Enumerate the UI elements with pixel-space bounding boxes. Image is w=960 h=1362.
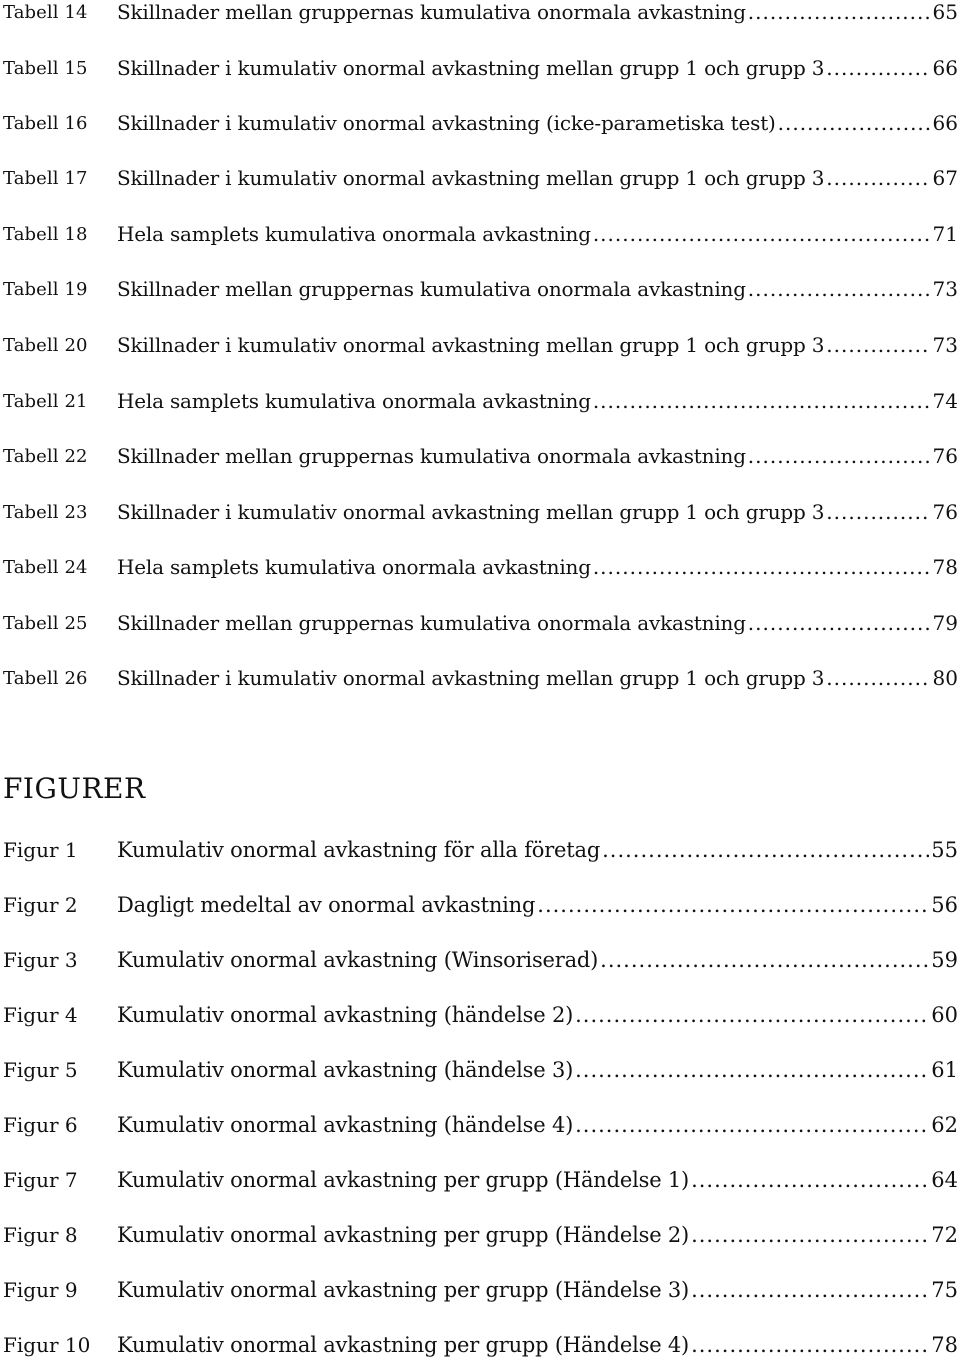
figure-label: Figur 6 — [3, 1113, 78, 1137]
figure-title: Kumulativ onormal avkastning per grupp (Händelse 2) — [117, 1223, 690, 1247]
dot-leader — [691, 1333, 929, 1357]
toc-entry-figur-5[interactable] — [0, 1055, 960, 1085]
table-title: Skillnader i kumulativ onormal avkastning (icke-parametiska test) — [117, 111, 776, 135]
dot-leader — [691, 1168, 929, 1192]
table-title: Hela samplets kumulativa onormala avkastning — [117, 389, 591, 413]
entry-line — [117, 948, 958, 972]
entry-line — [117, 166, 958, 190]
table-title: Skillnader i kumulativ onormal avkastning mellan grupp 1 och grupp 3 — [117, 56, 825, 80]
page-number: 59 — [931, 948, 958, 972]
table-title: Skillnader i kumulativ onormal avkastning mellan grupp 1 och grupp 3 — [117, 666, 825, 690]
page-number: 55 — [931, 838, 958, 862]
toc-entry-figur-7[interactable] — [0, 1165, 960, 1195]
table-label: Tabell 17 — [3, 167, 88, 189]
table-label: Tabell 21 — [3, 390, 88, 412]
dot-leader — [778, 111, 931, 135]
figure-title: Dagligt medeltal av onormal avkastning — [117, 893, 536, 917]
entry-line — [117, 444, 958, 468]
table-label: Tabell 15 — [3, 57, 88, 79]
dot-leader — [593, 222, 931, 246]
table-label: Tabell 20 — [3, 334, 88, 356]
page-number: 73 — [932, 277, 958, 301]
toc-entry-figur-8[interactable] — [0, 1220, 960, 1250]
table-title: Skillnader mellan gruppernas kumulativa onormala avkastning — [117, 0, 746, 24]
page-number: 78 — [931, 1333, 958, 1357]
dot-leader — [826, 500, 930, 524]
entry-line — [117, 111, 958, 135]
figure-title: Kumulativ onormal avkastning per grupp (Händelse 3) — [117, 1278, 690, 1302]
figure-label: Figur 4 — [3, 1003, 78, 1027]
toc-entry-tabell-25[interactable] — [0, 608, 960, 638]
page-number: 72 — [931, 1223, 958, 1247]
entry-line — [117, 222, 958, 246]
figures-heading: FIGURER — [3, 772, 146, 805]
page-number: 67 — [932, 166, 958, 190]
dot-leader — [826, 666, 930, 690]
dot-leader — [593, 389, 931, 413]
figure-label: Figur 8 — [3, 1223, 78, 1247]
figure-label: Figur 9 — [3, 1278, 78, 1302]
entry-line — [117, 333, 958, 357]
table-label: Tabell 19 — [3, 278, 88, 300]
page-number: 78 — [932, 555, 958, 579]
table-label: Tabell 23 — [3, 501, 88, 523]
entry-line — [117, 838, 958, 862]
page-number: 79 — [932, 611, 958, 635]
page-number: 76 — [932, 500, 958, 524]
table-title: Skillnader mellan gruppernas kumulativa onormala avkastning — [117, 277, 746, 301]
page-number: 73 — [932, 333, 958, 357]
dot-leader — [826, 333, 930, 357]
toc-entry-tabell-24[interactable] — [0, 552, 960, 582]
figure-label: Figur 2 — [3, 893, 78, 917]
page-number: 62 — [931, 1113, 958, 1137]
entry-line — [117, 666, 958, 690]
toc-entry-tabell-14[interactable] — [0, 0, 960, 27]
dot-leader — [602, 838, 929, 862]
toc-entry-figur-3[interactable] — [0, 945, 960, 975]
page-number: 76 — [932, 444, 958, 468]
table-title: Skillnader i kumulativ onormal avkastning mellan grupp 1 och grupp 3 — [117, 333, 825, 357]
toc-entry-tabell-18[interactable] — [0, 219, 960, 249]
entry-line — [117, 500, 958, 524]
dot-leader — [748, 444, 931, 468]
dot-leader — [575, 1113, 929, 1137]
table-label: Tabell 14 — [3, 1, 88, 23]
table-label: Tabell 22 — [3, 445, 88, 467]
table-label: Tabell 16 — [3, 112, 88, 134]
table-label: Tabell 25 — [3, 612, 88, 634]
entry-line — [117, 1168, 958, 1192]
page-number: 61 — [931, 1058, 958, 1082]
table-title: Hela samplets kumulativa onormala avkastning — [117, 555, 591, 579]
page-number: 71 — [932, 222, 958, 246]
toc-entry-figur-1[interactable] — [0, 835, 960, 865]
figure-label: Figur 5 — [3, 1058, 78, 1082]
toc-entry-tabell-21[interactable] — [0, 386, 960, 416]
toc-entry-figur-9[interactable] — [0, 1275, 960, 1305]
table-title: Skillnader i kumulativ onormal avkastning mellan grupp 1 och grupp 3 — [117, 166, 825, 190]
figure-title: Kumulativ onormal avkastning per grupp (Händelse 4) — [117, 1333, 690, 1357]
entry-line — [117, 1223, 958, 1247]
table-title: Skillnader i kumulativ onormal avkastning mellan grupp 1 och grupp 3 — [117, 500, 825, 524]
figure-title: Kumulativ onormal avkastning (Winsoriserad) — [117, 948, 599, 972]
page-number: 66 — [932, 111, 958, 135]
dot-leader — [593, 555, 931, 579]
toc-entry-figur-10[interactable] — [0, 1330, 960, 1360]
figure-title: Kumulativ onormal avkastning för alla företag — [117, 838, 601, 862]
page-number: 75 — [931, 1278, 958, 1302]
table-label: Tabell 26 — [3, 667, 88, 689]
toc-entry-tabell-15[interactable] — [0, 53, 960, 83]
table-title: Skillnader mellan gruppernas kumulativa onormala avkastning — [117, 611, 746, 635]
entry-line — [117, 389, 958, 413]
entry-line — [117, 1113, 958, 1137]
dot-leader — [575, 1058, 929, 1082]
toc-entry-tabell-22[interactable] — [0, 441, 960, 471]
figure-label: Figur 7 — [3, 1168, 78, 1192]
dot-leader — [826, 166, 930, 190]
page-number: 66 — [932, 56, 958, 80]
figure-label: Figur 10 — [3, 1333, 91, 1357]
dot-leader — [748, 277, 931, 301]
entry-line — [117, 611, 958, 635]
toc-entry-tabell-19[interactable] — [0, 274, 960, 304]
page-number: 74 — [932, 389, 958, 413]
figure-title: Kumulativ onormal avkastning (händelse 2) — [117, 1003, 574, 1027]
page-number: 64 — [931, 1168, 958, 1192]
dot-leader — [748, 611, 931, 635]
toc-entry-tabell-17[interactable] — [0, 163, 960, 193]
toc-entry-figur-6[interactable] — [0, 1110, 960, 1140]
entry-line — [117, 1333, 958, 1357]
dot-leader — [691, 1278, 929, 1302]
dot-leader — [826, 56, 930, 80]
entry-line — [117, 893, 958, 917]
toc-entry-tabell-26[interactable] — [0, 663, 960, 693]
toc-entry-tabell-20[interactable] — [0, 330, 960, 360]
dot-leader — [600, 948, 929, 972]
toc-entry-figur-4[interactable] — [0, 1000, 960, 1030]
figure-title: Kumulativ onormal avkastning (händelse 3) — [117, 1058, 574, 1082]
dot-leader — [575, 1003, 929, 1027]
entry-line — [117, 0, 958, 24]
figure-label: Figur 3 — [3, 948, 78, 972]
entry-line — [117, 1003, 958, 1027]
toc-entry-figur-2[interactable] — [0, 890, 960, 920]
entry-line — [117, 1278, 958, 1302]
table-title: Skillnader mellan gruppernas kumulativa onormala avkastning — [117, 444, 746, 468]
dot-leader — [537, 893, 929, 917]
dot-leader — [748, 0, 931, 24]
table-label: Tabell 24 — [3, 556, 88, 578]
dot-leader — [691, 1223, 929, 1247]
entry-line — [117, 1058, 958, 1082]
figure-title: Kumulativ onormal avkastning (händelse 4) — [117, 1113, 574, 1137]
page-number: 65 — [932, 0, 958, 24]
table-label: Tabell 18 — [3, 223, 88, 245]
entry-line — [117, 56, 958, 80]
page-number: 80 — [932, 666, 958, 690]
page-number: 56 — [931, 893, 958, 917]
entry-line — [117, 277, 958, 301]
table-title: Hela samplets kumulativa onormala avkastning — [117, 222, 591, 246]
page-number: 60 — [931, 1003, 958, 1027]
figure-title: Kumulativ onormal avkastning per grupp (Händelse 1) — [117, 1168, 690, 1192]
toc-entry-tabell-23[interactable] — [0, 497, 960, 527]
entry-line — [117, 555, 958, 579]
toc-entry-tabell-16[interactable] — [0, 108, 960, 138]
figure-label: Figur 1 — [3, 838, 78, 862]
